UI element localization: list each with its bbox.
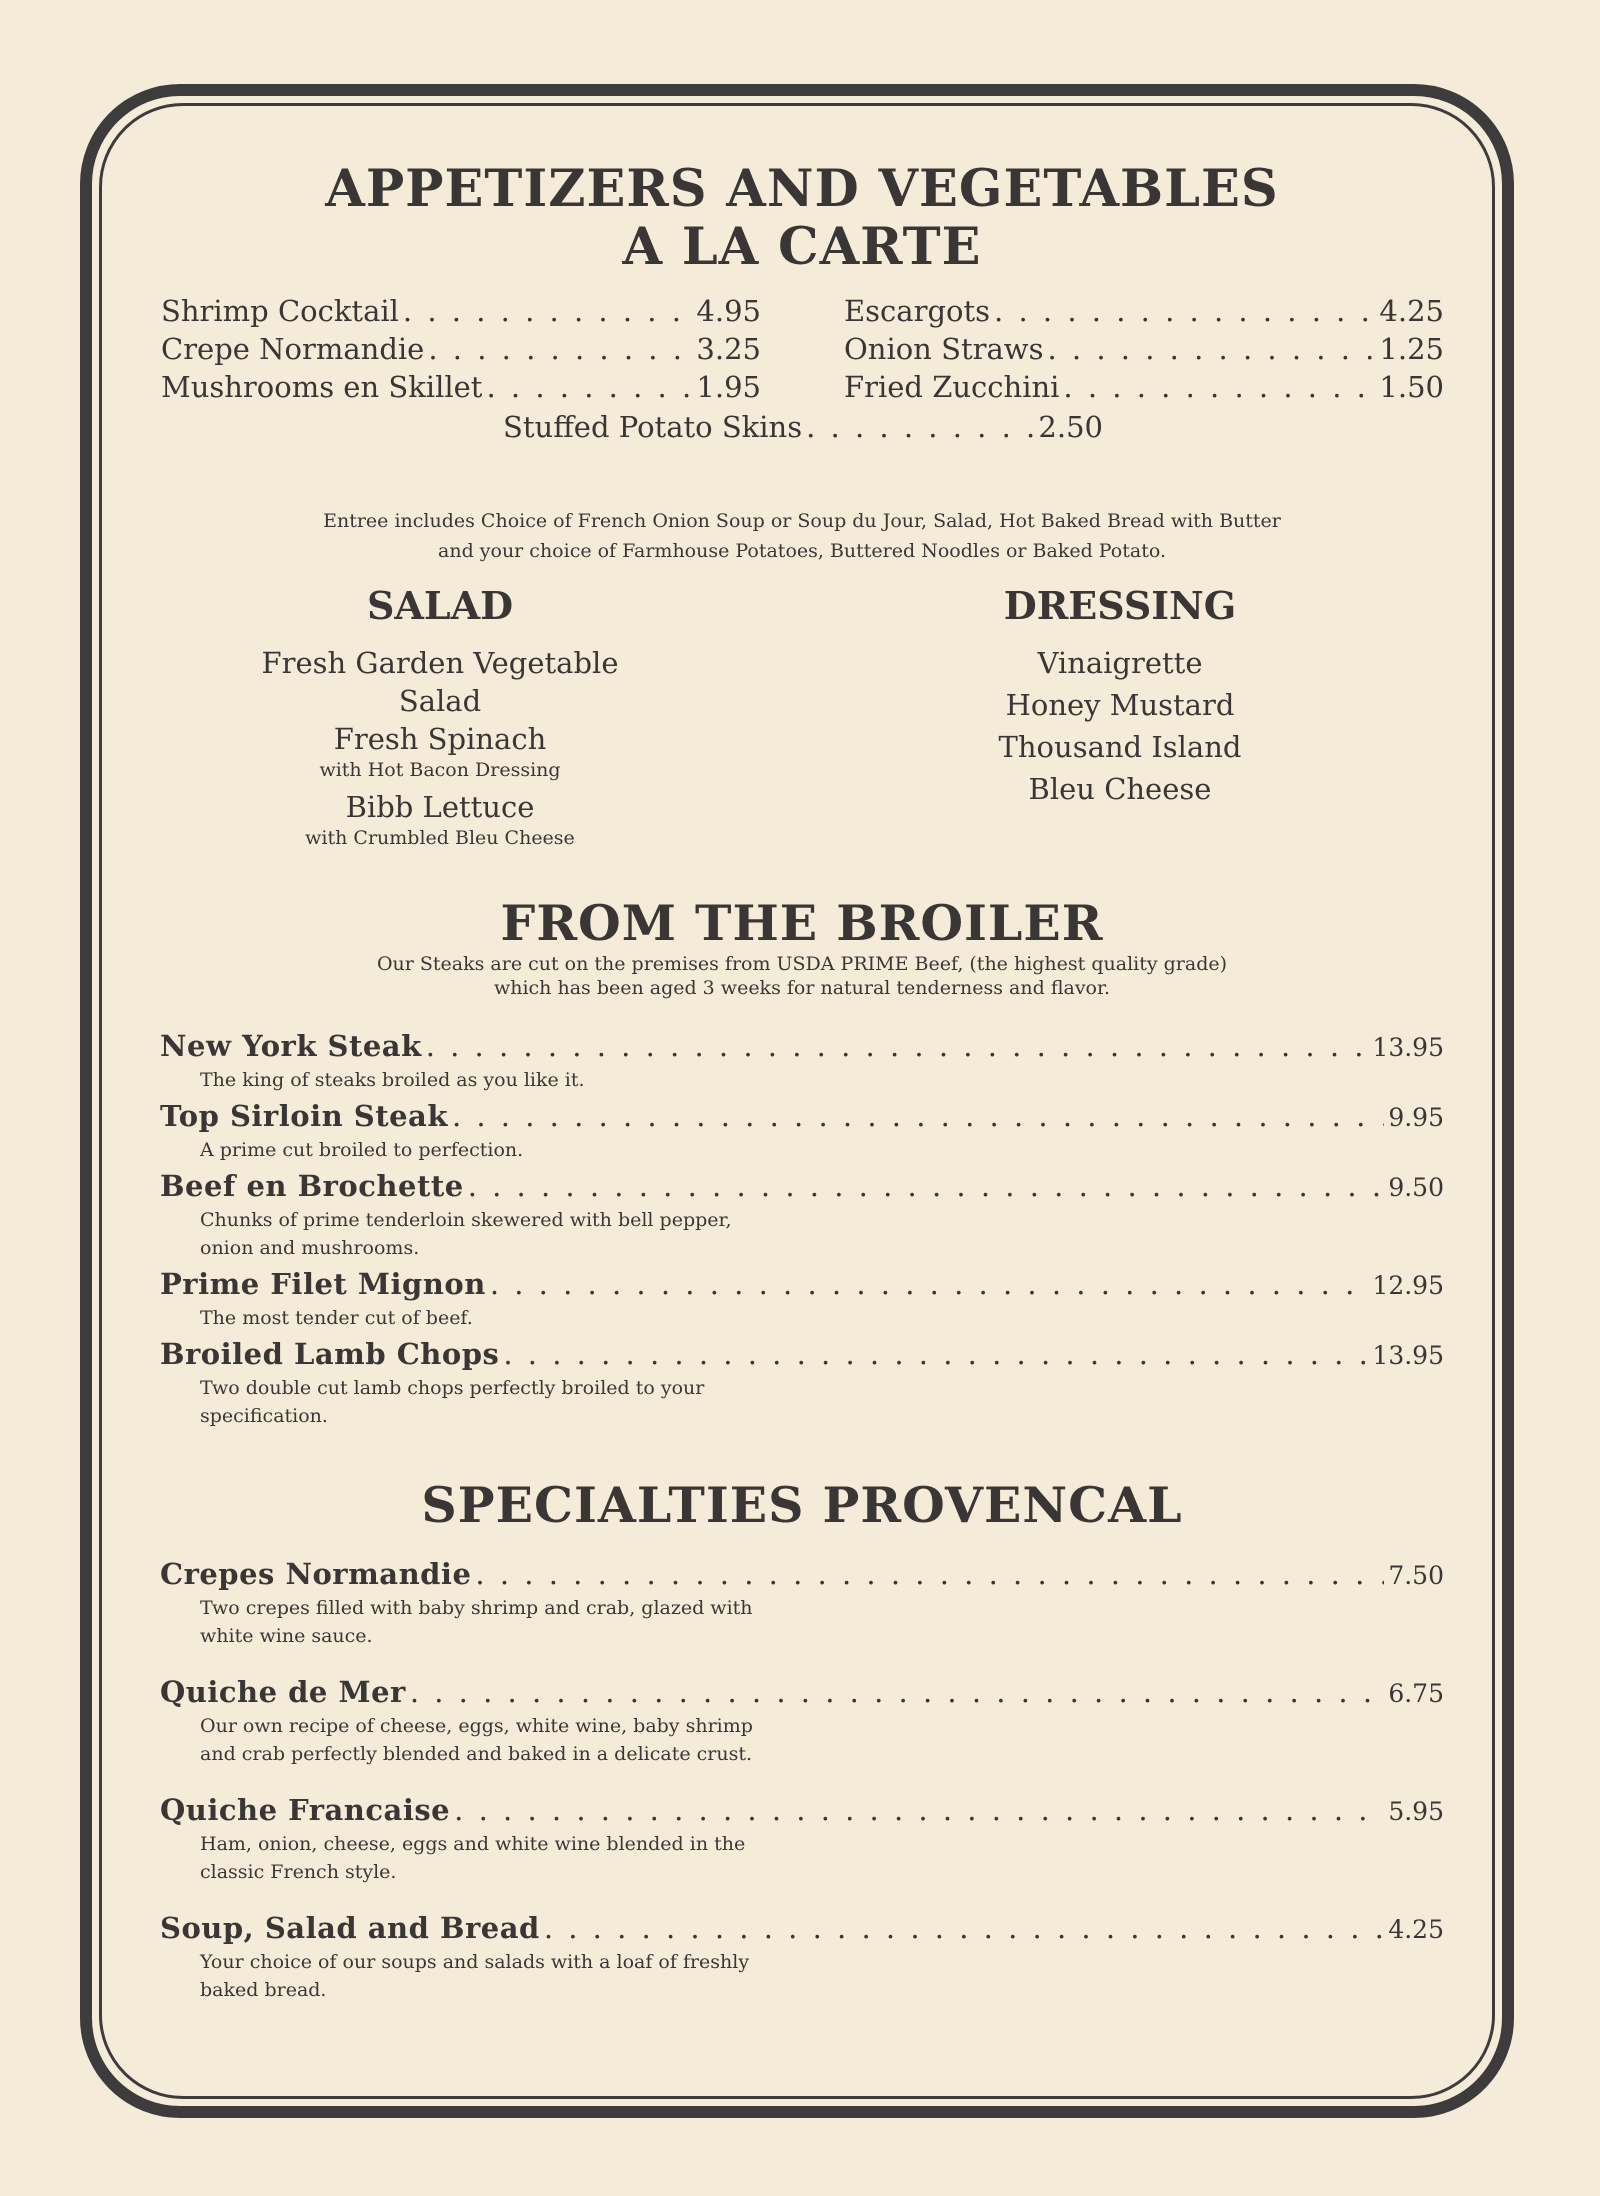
broiler-item (160, 1336, 1444, 1430)
broiler-item (160, 1098, 1444, 1164)
specialty-item (160, 1556, 1444, 1650)
dressing-item: Honey Mustard (1005, 688, 1235, 722)
leader-dots (468, 1168, 1385, 1204)
leader-dots (994, 292, 1375, 330)
item-description: Chunks of prime tenderloin skewered with bell pepper, onion and mushrooms. (200, 1209, 732, 1259)
item-price: 4.25 (1388, 1915, 1444, 1944)
appetizer-center (503, 408, 1103, 446)
entree-note-line2: and your choice of Farmhouse Potatoes, Buttered Noodles or Baked Potato. (438, 540, 1166, 562)
appetizer-price: 4.95 (696, 294, 761, 328)
salad-item-name: Bibb Lettuce (345, 790, 535, 824)
salad-item-sub: with Hot Bacon Dressing (319, 759, 561, 781)
salad-section (240, 584, 640, 856)
dressing-section (920, 584, 1320, 810)
item-description: Two double cut lamb chops perfectly broiled to your specification. (200, 1377, 705, 1427)
broiler-item (160, 1028, 1444, 1094)
leader-dots (410, 1674, 1385, 1710)
item-price: 9.95 (1388, 1103, 1444, 1132)
appetizer-item (161, 330, 761, 368)
dressing-item: Thousand Island (998, 730, 1242, 764)
entree-note-line1: Entree includes Choice of French Onion Soup or Soup du Jour, Salad, Hot Baked Bread with Butter (323, 510, 1281, 532)
item-description: Ham, onion, cheese, eggs and white wine blended in the classic French style. (200, 1833, 746, 1883)
appetizer-price: 2.50 (1038, 410, 1103, 444)
leader-dots (1063, 368, 1375, 406)
leader-dots (403, 292, 693, 330)
leader-dots (486, 368, 692, 406)
item-name: New York Steak (160, 1029, 422, 1063)
specialty-item (160, 1674, 1444, 1768)
appetizers-left-list (161, 292, 761, 406)
leader-dots (475, 1556, 1384, 1592)
item-price: 12.95 (1372, 1271, 1444, 1300)
appetizer-item (503, 408, 1103, 446)
item-name: Quiche Francaise (160, 1793, 451, 1827)
dressing-item: Bleu Cheese (1028, 772, 1212, 806)
leader-dots (426, 1028, 1369, 1064)
appetizer-price: 1.50 (1379, 370, 1444, 404)
leader-dots (503, 1336, 1368, 1372)
item-name: Crepes Normandie (160, 1557, 472, 1591)
appetizer-name: Crepe Normandie (161, 332, 425, 366)
leader-dots (806, 408, 1034, 446)
appetizer-name: Escargots (844, 294, 991, 328)
dressing-item: Vinaigrette (1037, 646, 1203, 680)
appetizer-name: Shrimp Cocktail (161, 294, 399, 328)
leader-dots (452, 1098, 1384, 1134)
item-name: Top Sirloin Steak (160, 1099, 448, 1133)
appetizer-item (161, 368, 761, 406)
leader-dots (1047, 330, 1375, 368)
appetizer-item (844, 292, 1444, 330)
item-price: 6.75 (1388, 1679, 1444, 1708)
item-name: Quiche de Mer (160, 1675, 406, 1709)
item-description: Your choice of our soups and salads with a loaf of freshly baked bread. (200, 1951, 750, 2001)
item-price: 9.50 (1388, 1173, 1444, 1202)
item-price: 13.95 (1372, 1341, 1444, 1370)
leader-dots (544, 1910, 1385, 1946)
salad-item-name: Fresh Garden Vegetable Salad (261, 646, 619, 718)
specialty-item (160, 1910, 1444, 2004)
broiler-note-line2: which has been aged 3 weeks for natural tenderness and flavor. (493, 977, 1111, 999)
appetizer-price: 1.95 (696, 370, 761, 404)
appetizers-title-line1: APPETIZERS AND VEGETABLES (325, 159, 1279, 219)
entree-note (160, 506, 1444, 566)
specialties-title: SPECIALTIES PROVENCAL (421, 1476, 1183, 1534)
broiler-note (160, 952, 1444, 1000)
specialty-item (160, 1792, 1444, 1886)
appetizer-price: 3.25 (696, 332, 761, 366)
broiler-item (160, 1168, 1444, 1262)
broiler-item (160, 1266, 1444, 1332)
item-name: Soup, Salad and Bread (160, 1911, 540, 1945)
item-name: Beef en Brochette (160, 1169, 464, 1203)
broiler-note-line1: Our Steaks are cut on the premises from USDA PRIME Beef, (the highest quality grade) (376, 953, 1228, 975)
appetizer-name: Stuffed Potato Skins (503, 410, 803, 444)
item-description: The most tender cut of beef. (200, 1307, 473, 1329)
item-description: The king of steaks broiled as you like it. (200, 1069, 585, 1091)
leader-dots (454, 1792, 1384, 1828)
broiler-list (160, 1028, 1444, 1434)
salad-item-name: Fresh Spinach (333, 722, 547, 756)
item-price: 5.95 (1388, 1797, 1444, 1826)
leader-dots (490, 1266, 1369, 1302)
appetizers-right-list (844, 292, 1444, 406)
broiler-title: FROM THE BROILER (500, 894, 1104, 952)
item-description: Our own recipe of cheese, eggs, white wine, baby shrimp and crab perfectly blended and baked in a delicate crust. (200, 1715, 753, 1765)
dressing-title: DRESSING (1003, 583, 1237, 628)
appetizer-name: Onion Straws (844, 332, 1044, 366)
leader-dots (428, 330, 692, 368)
salad-item-sub: with Crumbled Bleu Cheese (305, 827, 575, 849)
item-name: Broiled Lamb Chops (160, 1337, 500, 1371)
appetizer-name: Fried Zucchini (844, 370, 1060, 404)
appetizer-name: Mushrooms en Skillet (161, 370, 483, 404)
appetizer-price: 1.25 (1379, 332, 1444, 366)
item-description: A prime cut broiled to perfection. (200, 1139, 524, 1161)
appetizer-item (844, 330, 1444, 368)
item-description: Two crepes filled with baby shrimp and crab, glazed with white wine sauce. (200, 1597, 753, 1647)
appetizers-title-line2: A LA CARTE (622, 217, 982, 277)
item-price: 13.95 (1372, 1033, 1444, 1062)
appetizer-price: 4.25 (1379, 294, 1444, 328)
appetizer-item (844, 368, 1444, 406)
item-name: Prime Filet Mignon (160, 1267, 486, 1301)
salad-title: SALAD (366, 583, 514, 628)
appetizer-item (161, 292, 761, 330)
specialties-list (160, 1556, 1444, 2008)
item-price: 7.50 (1388, 1561, 1444, 1590)
